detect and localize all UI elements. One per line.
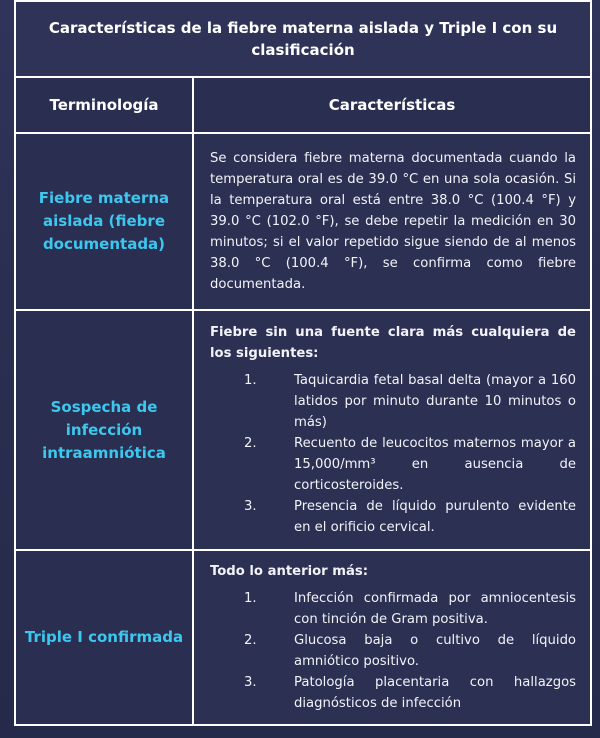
list-text: Presencia de líquido purulento evidente en el orificio cervical. xyxy=(294,499,577,535)
list-text: Patología placentaria con hallazgos diagnósticos de infección xyxy=(294,675,577,711)
isolated-fever-description: Se considera fiebre materna documentada cuando la temperatura oral es de 39.0 °C en una sola ocasión. Si la temperatura oral está entre 38.0 °C (100.4 °F) y 39.0 °C (102.0 °F), se debe repetir la medición en 30 minutos; si el valor repetido sigue siendo de al menos 38.0 °C (100.4 °F), se confirma como fiebre documentada. xyxy=(210,151,577,292)
list-number: 2. xyxy=(244,633,257,648)
table-row xyxy=(15,310,591,550)
criteria-lead: Fiebre sin una fuente clara más cualquiera de los siguientes: xyxy=(210,325,577,361)
list-text: Infección confirmada por amniocentesis con tinción de Gram positiva. xyxy=(294,591,577,627)
list-text: Taquicardia fetal basal delta (mayor a 160 latidos por minuto durante 10 minutos o más) xyxy=(294,373,577,430)
list-item xyxy=(210,433,576,496)
list-number: 1. xyxy=(244,591,257,606)
characteristics-cell xyxy=(193,550,591,725)
table-row xyxy=(15,550,591,725)
list-number: 3. xyxy=(244,675,257,690)
characteristics-cell xyxy=(193,310,591,550)
list-item xyxy=(210,588,576,630)
list-item xyxy=(210,672,576,714)
table-title: Características de la fiebre materna aislada y Triple I con su clasificación xyxy=(15,1,591,77)
header-characteristics: Características xyxy=(193,77,591,133)
table-row xyxy=(15,133,591,310)
list-item xyxy=(210,370,576,433)
list-text: Recuento de leucocitos maternos mayor a 15,000/mm³ en ausencia de corticosteroides. xyxy=(294,436,577,493)
list-number: 2. xyxy=(244,436,257,451)
term-isolated-fever: Fiebre materna aislada (fiebre documentada) xyxy=(15,133,193,310)
classification-table xyxy=(14,0,592,726)
characteristics-cell xyxy=(193,133,591,310)
list-number: 1. xyxy=(244,373,257,388)
list-number: 3. xyxy=(244,499,257,514)
term-suspected-infection: Sospecha de infección intraamniótica xyxy=(15,310,193,550)
list-item xyxy=(210,496,576,538)
list-text: Glucosa baja o cultivo de líquido amniótico positivo. xyxy=(294,633,577,669)
term-confirmed-triple-i: Triple I confirmada xyxy=(15,550,193,725)
list-item xyxy=(210,630,576,672)
criteria-lead: Todo lo anterior más: xyxy=(210,564,369,579)
header-terminology: Terminología xyxy=(15,77,193,133)
